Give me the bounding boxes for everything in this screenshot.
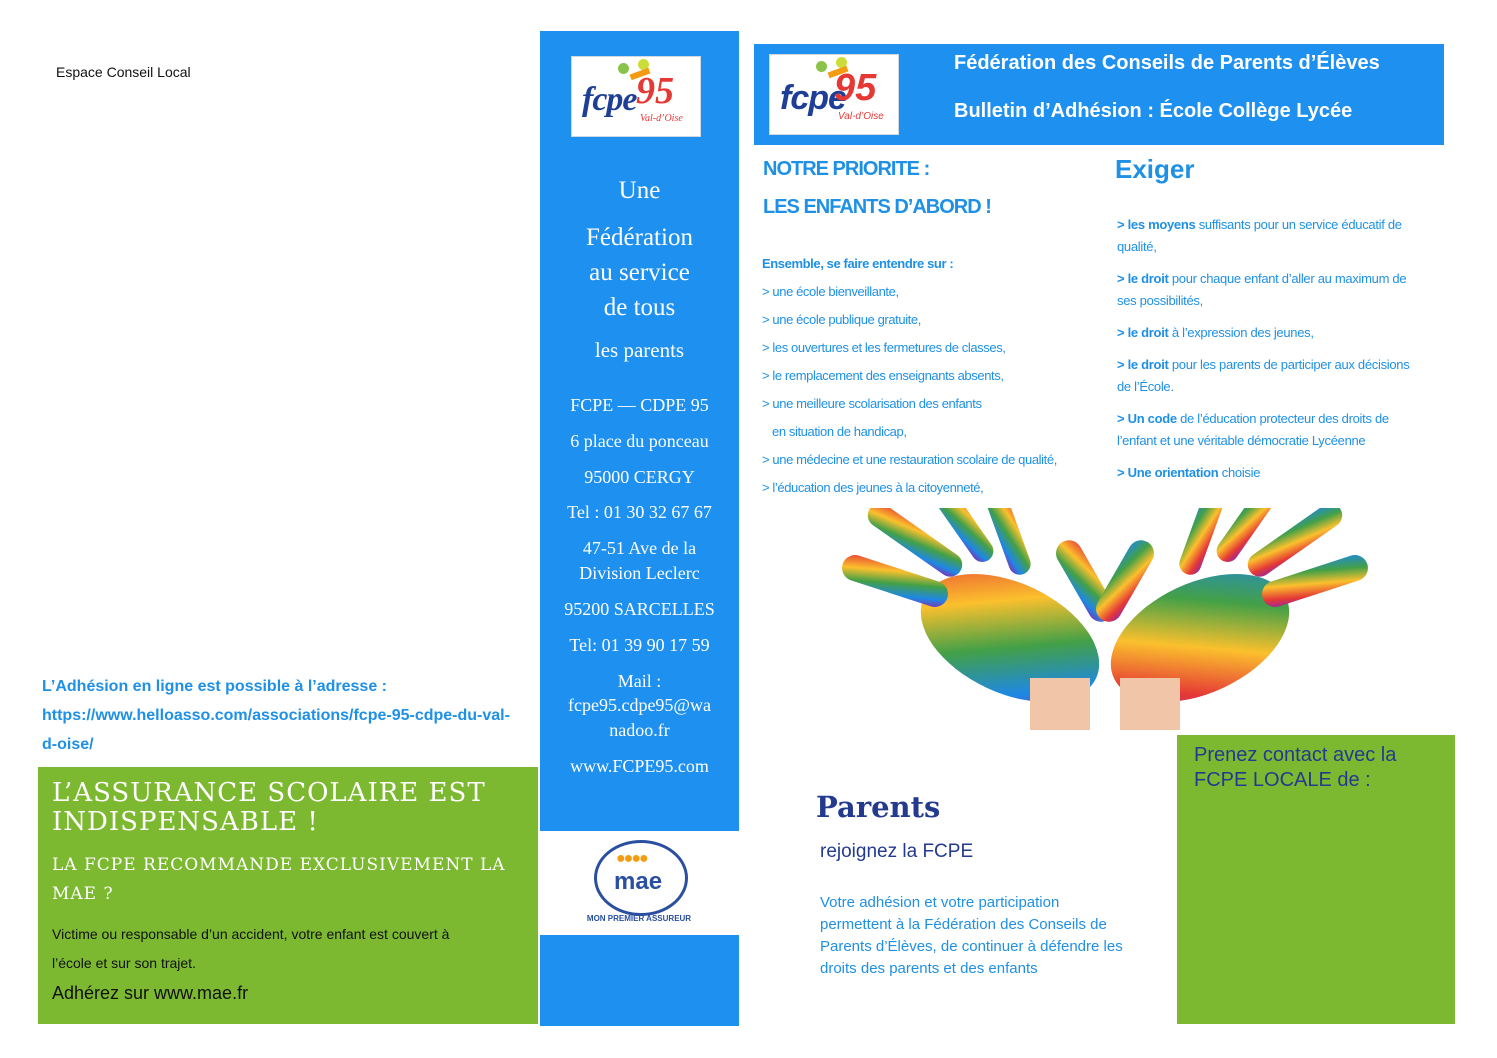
local-space-label: Espace Conseil Local [56,64,191,80]
list-item: en situation de handicap, [772,424,907,439]
priority-line: NOTRE PRIORITE : [763,158,930,180]
people-icon: ●●●● [616,850,647,867]
list-item: > Un code de l’éducation protecteur des droits de l’enfant et une véritable démocratie Lycéenne [1117,411,1389,448]
list-item: > une école bienveillante, [762,284,899,299]
mae-word: mae [614,868,663,895]
exiger-list [1117,214,1417,494]
insurance-box [38,767,538,1024]
right-hand [1091,508,1372,730]
priority-list [762,250,1092,502]
website-link[interactable]: www.FCPE95.com [570,756,709,776]
logo-text: fcpe [780,79,846,117]
address-city2: 95200 SARCELLES [564,599,715,619]
tagline-line: Une [618,177,661,204]
mail-label: Mail : [617,671,662,691]
priority-heading [763,150,991,226]
fcpe-logo [571,56,701,137]
exiger-title: Exiger [1115,154,1195,184]
mail-address[interactable]: nadoo.fr [609,720,670,740]
logo-figure-icon [816,61,827,72]
middle-column [540,31,739,831]
address-street: 6 place du ponceau [570,431,709,451]
tagline-line: au service [589,259,690,286]
list-item: > le droit pour les parents de participer aux décisions de l’École. [1117,357,1410,394]
header-banner [754,44,1444,145]
list-item: > le remplacement des enseignants absents, [762,368,1004,383]
header-title: Fédération des Conseils de Parents d’Élèves [954,52,1380,74]
mail-address[interactable]: fcpe95.cdpe95@wa [567,695,711,715]
contact-box [1177,735,1455,1024]
priority-lead: Ensemble, se faire entendre sur : [762,256,954,271]
list-item: > une école publique gratuite, [762,312,921,327]
painted-hands-image [800,508,1410,730]
logo-number: 95 [834,67,877,109]
list-item: > les ouvertures et les fermetures de classes, [762,340,1006,355]
list-item: > une médecine et une restauration scolaire de qualité, [762,452,1057,467]
address-org: FCPE — CDPE 95 [570,395,709,415]
logo-number: 95 [636,70,674,112]
list-item: > le droit à l’expression des jeunes, [1117,325,1314,340]
insurance-adherez: Adhérez sur www.mae.fr [52,983,249,1003]
contact-text: Prenez contact avec la FCPE LOCALE de : [1194,744,1397,791]
tagline-line: les parents [594,338,685,362]
left-hand [839,508,1120,730]
address-street2: 47-51 Ave de la [582,538,697,558]
middle-column-bottom [540,935,739,1026]
list-item: > Une orientation choisie [1117,465,1261,480]
insurance-title: L’ASSURANCE SCOLAIRE EST INDISPENSABLE ! [52,778,486,837]
address-street2: Division Leclerc [579,563,700,583]
tagline-line: Fédération [586,224,693,251]
join-body: Votre adhésion et votre participation permettent à la Fédération des Conseils de Parents d’Élèves, de continuer à défendre les droits des parents et des enfants [820,894,1123,977]
priority-line: LES ENFANTS D’ABORD ! [763,196,991,218]
list-item: > les moyens suffisants pour un service éducatif de qualité, [1117,217,1402,254]
list-item: > l’éducation des jeunes à la citoyenneté, [762,480,984,495]
logo-text: fcpe [582,81,637,118]
online-membership-text: L’Adhésion en ligne est possible à l’adresse : https://www.helloasso.com/associations/fcpe-95-cdpe-du-val-d-oise/ [42,678,510,753]
insurance-body: Victime ou responsable d’un accident, votre enfant est couvert à l’école et sur son trajet. [52,926,450,971]
list-item: > une meilleure scolarisation des enfants [762,396,982,411]
join-subtitle: rejoignez la FCPE [820,841,974,862]
logo-region: Val-d’Oise [838,111,884,122]
mae-logo [586,838,692,928]
insurance-recommend: LA FCPE RECOMMANDE EXCLUSIVEMENT LA MAE ? [52,855,506,904]
mae-tagline: MON PREMIER ASSUREUR [586,914,692,923]
address-tel: Tel : 01 30 32 67 67 [567,502,712,522]
address-city: 95000 CERGY [584,467,695,487]
logo-figure-icon [618,63,629,74]
parents-title: Parents [816,790,941,824]
header-subtitle: Bulletin d’Adhésion : École Collège Lycée [954,100,1353,122]
fcpe-logo [769,54,899,135]
address-tel2: Tel: 01 39 90 17 59 [569,635,710,655]
logo-region: Val-d’Oise [640,113,683,124]
list-item: > le droit pour chaque enfant d’aller au maximum de ses possibilités, [1117,271,1407,308]
tagline-line: de tous [603,294,676,321]
